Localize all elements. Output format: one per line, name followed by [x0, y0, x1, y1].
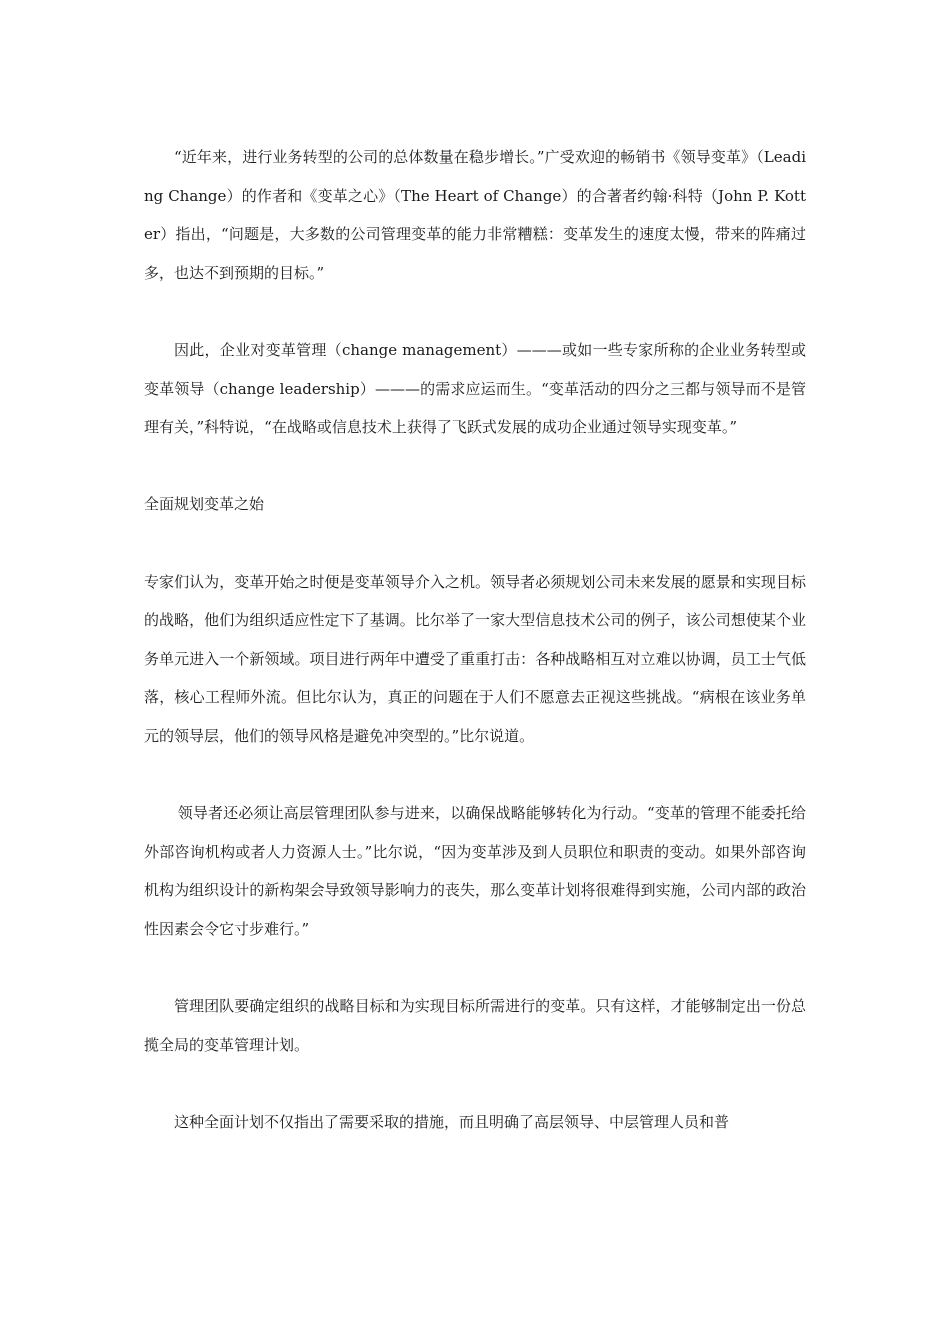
paragraph-5: 管理团队要确定组织的战略目标和为实现目标所需进行的变革。只有这样，才能够制定出一份总揽全局的变革管理计划。	[144, 997, 806, 1054]
paragraph-1: “近年来，进行业务转型的公司的总体数量在稳步增长。”广受欢迎的畅销书《领导变革》（Leading Change）的作者和《变革之心》（The Heart of Change）的合著者约翰·科特（John P. Kotter）指出，“问题是，大多数的公司管理变革的能力非常糟糕：变革发生的速度太慢，带来的阵痛过多，也达不到预期的目标。”	[144, 148, 806, 282]
paragraph-6: 这种全面计划不仅指出了需要采取的措施，而且明确了高层领导、中层管理人员和普	[174, 1112, 730, 1131]
paragraph-gap	[144, 524, 806, 563]
paragraph-gap	[144, 1064, 806, 1103]
paragraph-2: 因此，企业对变革管理（change management）———或如一些专家所称的企业业务转型或变革领导（change leadership）———的需求应运而生。“变革活动的四分之三都与领导而不是管理有关，”科特说，“在战略或信息技术上获得了飞跃式发展的成功企业通过领导实现变革。”	[144, 340, 806, 437]
paragraph-gap	[144, 292, 806, 331]
paragraph-4: 领导者还必须让高层管理团队参与进来，以确保战略能够转化为行动。“变革的管理不能委托给外部咨询机构或者人力资源人士。”比尔说，“因为变革涉及到人员职位和职责的变动。如果外部咨询机构为组织设计的新构架会导致领导影响力的丧失，那么变革计划将很难得到实施，公司内部的政治性因素会令它寸步难行。”	[144, 804, 806, 938]
paragraph-gap	[144, 948, 806, 987]
section-heading: 全面规划变革之始	[144, 495, 265, 514]
paragraph-gap	[144, 756, 806, 795]
paragraph-3: 专家们认为，变革开始之时便是变革领导介入之机。领导者必须规划公司未来发展的愿景和实现目标的战略，他们为组织适应性定下了基调。比尔举了一家大型信息技术公司的例子，该公司想使某个业务单元进入一个新领域。项目进行两年中遭受了重重打击：各种战略相互对立难以协调，员工士气低落，核心工程师外流。但比尔认为，真正的问题在于人们不愿意去正视这些挑战。“病根在该业务单元的领导层，他们的领导风格是避免冲突型的。”比尔说道。	[144, 572, 806, 745]
document-page	[144, 138, 806, 1141]
paragraph-gap	[144, 447, 806, 486]
